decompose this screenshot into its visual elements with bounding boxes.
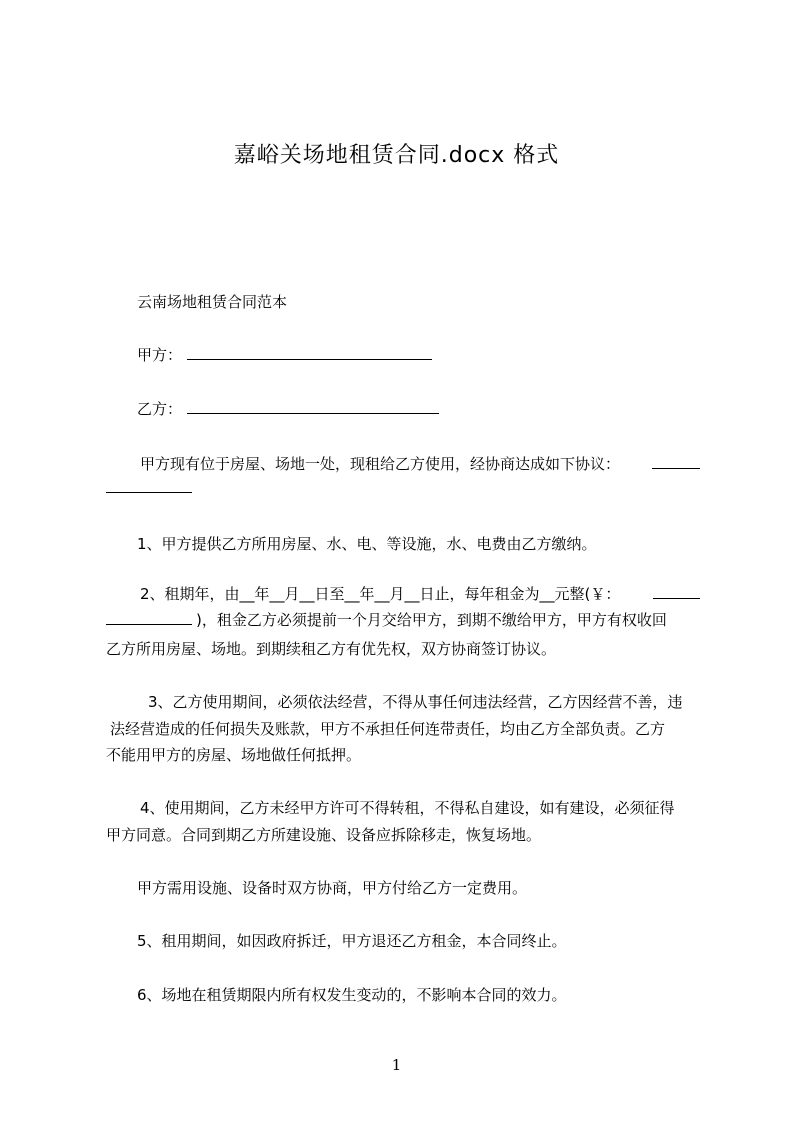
clause-2-line-3: 乙方所用房屋、场地。到期续租乙方有优先权，双方协商签订协议。 <box>106 640 557 658</box>
clause-4-line-1: 4、使用期间，乙方未经甲方许可不得转租，不得私自建设，如有建设，必须征得 <box>140 799 675 817</box>
clause-3-line-3: 不能用甲方的房屋、场地做任何抵押。 <box>106 746 362 764</box>
clause-1: 1、甲方提供乙方所用房屋、水、电、等设施，水、电费由乙方缴纳。 <box>137 535 597 553</box>
clause-2-blank-1 <box>653 598 700 599</box>
page-number: 1 <box>391 1056 402 1074</box>
clause-3-line-1: 3、乙方使用期间，必须依法经营，不得从事任何违法经营，乙方因经营不善，违 <box>148 693 683 711</box>
intro-paragraph: 甲方现有位于房屋、场地一处，现租给乙方使用，经协商达成如下协议： <box>140 455 621 473</box>
party-b-label: 乙方： <box>137 400 183 418</box>
clause-4-extra: 甲方需用设施、设备时双方协商，甲方付给乙方一定费用。 <box>137 879 528 897</box>
intro-blank-2 <box>106 492 192 493</box>
party-a-label: 甲方： <box>137 346 183 364</box>
intro-blank-1 <box>652 468 700 469</box>
clause-2-line-1: 2、租期年，由__年__月__日至__年__月__日止，每年租金为__元整(￥： <box>140 585 621 603</box>
document-title: 嘉峪关场地租赁合同.docx 格式 <box>233 143 560 168</box>
party-a-blank <box>187 359 432 360</box>
clause-2-blank-2 <box>106 624 192 625</box>
clause-3-line-2: 法经营造成的任何损失及账款，甲方不承担任何连带责任，均由乙方全部负责。乙方 <box>110 720 666 738</box>
clause-4-line-2: 甲方同意。合同到期乙方所建设施、设备应拆除移走，恢复场地。 <box>106 826 542 844</box>
clause-5: 5、租用期间，如因政府拆迁，甲方退还乙方租金，本合同终止。 <box>137 932 567 950</box>
clause-2-line-2: )，租金乙方必须提前一个月交给甲方，到期不缴给甲方，甲方有权收回 <box>196 611 667 629</box>
party-b-blank <box>187 413 439 414</box>
clause-6: 6、场地在租赁期限内所有权发生变动的，不影响本合同的效力。 <box>137 986 567 1004</box>
subtitle: 云南场地租赁合同范本 <box>137 293 288 311</box>
